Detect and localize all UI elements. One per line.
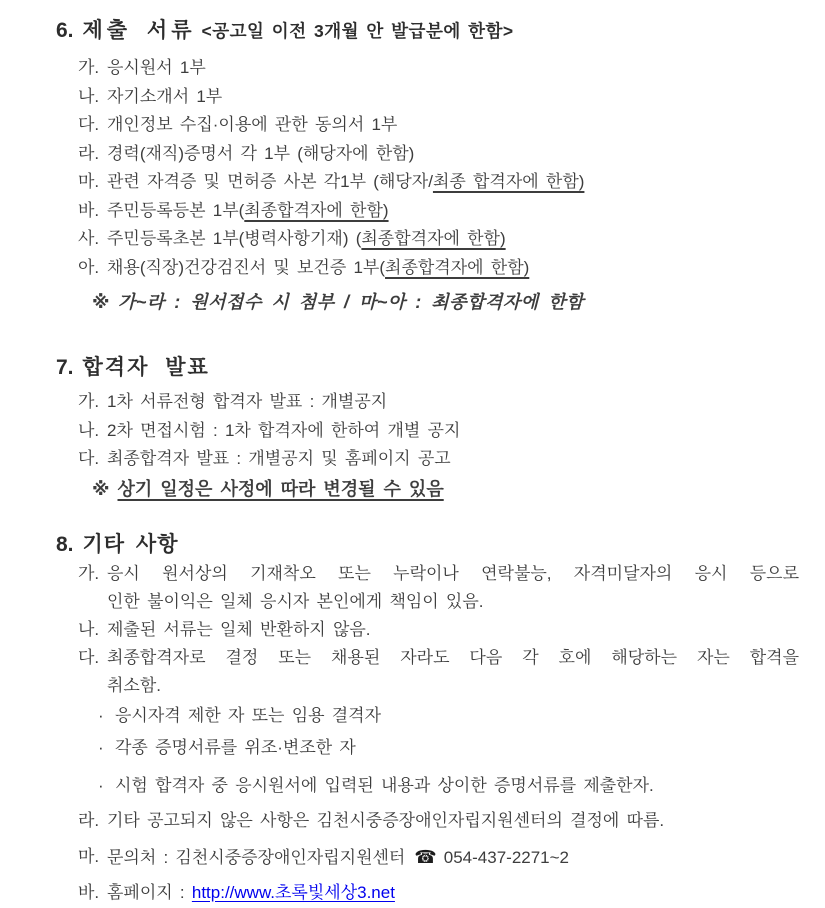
section-title: 기타 사항 bbox=[82, 532, 179, 556]
item-text-part: 채용(직장)건강검진서 및 보건증 1부( bbox=[107, 257, 386, 277]
bullet-item bbox=[56, 772, 799, 800]
item-text bbox=[107, 843, 799, 872]
item-text bbox=[107, 560, 799, 616]
item-label: 마. bbox=[78, 172, 100, 191]
note-text: 상기 일정은 사정에 따라 변경될 수 있음 bbox=[117, 478, 444, 499]
item-text-part: 문의처 : 김천시중증장애인자립지원센터 bbox=[107, 847, 406, 867]
item-text: 최종합격자 발표 : 개별공지 및 홈페이지 공고 bbox=[107, 449, 451, 468]
item-label: 가. bbox=[78, 392, 100, 411]
note-marker: ※ bbox=[92, 292, 110, 312]
section-8-heading bbox=[56, 530, 799, 560]
phone-icon: ☎ bbox=[414, 846, 437, 867]
section-title: 제출 서류 bbox=[82, 19, 196, 42]
item-text: 기타 공고되지 않은 사항은 김천시중증장애인자립지원센터의 결정에 따름. bbox=[107, 810, 665, 830]
section-6-heading bbox=[56, 16, 799, 46]
list-item bbox=[56, 417, 799, 446]
bullet-item bbox=[56, 702, 799, 730]
item-label: 아. bbox=[78, 257, 100, 277]
item-text-line: 최종합격자로 결정 또는 채용된 자라도 다음 각 호에 해당하는 자는 합격을 bbox=[107, 647, 799, 667]
bullet-text: 응시자격 제한 자 또는 임용 결격자 bbox=[115, 705, 382, 725]
item-text bbox=[107, 879, 799, 907]
note-attachment-rule bbox=[56, 287, 799, 317]
item-text-underlined: 최종합격자에 한함) bbox=[361, 229, 506, 248]
section-pass-announcement bbox=[56, 353, 799, 504]
item-text bbox=[107, 254, 799, 283]
list-item bbox=[56, 197, 799, 226]
list-item bbox=[56, 83, 799, 112]
list-item bbox=[56, 616, 799, 644]
item-text-line: 응시 원서상의 기재착오 또는 누락이나 연락불능, 자격미달자의 응시 등으로 bbox=[107, 563, 799, 583]
section-7-items bbox=[56, 388, 799, 474]
list-item bbox=[56, 879, 799, 907]
item-text bbox=[107, 225, 799, 254]
item-label: 라. bbox=[78, 143, 100, 163]
note-text: 가~라 : 원서접수 시 첨부 / 마~아 : 최종합격자에 한함 bbox=[118, 292, 584, 312]
section-6-items bbox=[56, 54, 799, 282]
list-item bbox=[56, 445, 799, 474]
list-item bbox=[56, 54, 799, 83]
item-text bbox=[107, 197, 799, 226]
item-text-line: 취소함. bbox=[107, 675, 161, 695]
section-submission-documents bbox=[56, 16, 799, 317]
list-item bbox=[56, 140, 799, 169]
list-item bbox=[56, 388, 799, 417]
section-other-notes bbox=[56, 530, 799, 907]
list-item bbox=[56, 560, 799, 616]
bullet-marker: · bbox=[98, 705, 104, 725]
item-text: 경력(재직)증명서 각 1부 (해당자에 한함) bbox=[107, 143, 415, 163]
list-item bbox=[56, 168, 799, 197]
bullet-item bbox=[56, 734, 799, 762]
list-item bbox=[56, 225, 799, 254]
bullet-marker: · bbox=[98, 775, 104, 795]
section-8-items bbox=[56, 560, 799, 907]
item-label: 바. bbox=[78, 200, 100, 220]
section-number: 8. bbox=[56, 532, 74, 556]
section-title: 합격자 발표 bbox=[82, 356, 210, 379]
bullet-marker: · bbox=[98, 737, 104, 757]
item-text-line: 인한 불이익은 일체 응시자 본인에게 책임이 있음. bbox=[107, 591, 484, 611]
list-item bbox=[56, 843, 799, 872]
bullet-text: 시험 합격자 중 응시원서에 입력된 내용과 상이한 증명서류를 제출한자. bbox=[115, 775, 654, 795]
note-marker: ※ bbox=[92, 478, 110, 499]
list-item bbox=[56, 807, 799, 835]
bullet-text: 각종 증명서류를 위조·변조한 자 bbox=[115, 737, 356, 757]
item-text-underlined: 최종합격자에 한함) bbox=[385, 257, 530, 277]
list-item bbox=[56, 111, 799, 140]
item-label: 다. bbox=[78, 449, 100, 468]
item-text: 자기소개서 1부 bbox=[107, 86, 223, 106]
list-item bbox=[56, 254, 799, 283]
item-text-part: 주민등록등본 1부( bbox=[107, 200, 245, 220]
item-label: 나. bbox=[78, 420, 100, 440]
item-text: 개인정보 수집·이용에 관한 동의서 1부 bbox=[107, 115, 398, 134]
item-label: 나. bbox=[78, 619, 100, 639]
note-schedule-change bbox=[56, 474, 799, 504]
item-text bbox=[107, 644, 799, 700]
item-text-part: 관련 자격증 및 면허증 사본 각1부 (해당자/ bbox=[107, 172, 433, 191]
item-label: 다. bbox=[78, 115, 100, 134]
item-text: 1차 서류전형 합격자 발표 : 개별공지 bbox=[107, 392, 388, 411]
item-text: 제출된 서류는 일체 반환하지 않음. bbox=[107, 619, 371, 639]
phone-number: 054-437-2271~2 bbox=[443, 847, 570, 867]
homepage-link[interactable]: http://www.초록빛세상3.net bbox=[191, 882, 395, 902]
section-number: 7. bbox=[56, 356, 74, 379]
item-text-underlined: 최종합격자에 한함) bbox=[244, 200, 389, 220]
item-label: 다. bbox=[78, 647, 100, 667]
section-number: 6. bbox=[56, 19, 74, 42]
item-label: 바. bbox=[78, 882, 100, 902]
item-text: 2차 면접시험 : 1차 합격자에 한하여 개별 공지 bbox=[107, 420, 461, 440]
item-label: 마. bbox=[78, 846, 100, 866]
item-label: 라. bbox=[78, 810, 100, 830]
item-label: 나. bbox=[78, 86, 100, 106]
section-title-suffix: <공고일 이전 3개월 안 발급분에 한함> bbox=[201, 21, 514, 41]
item-text-part: 홈페이지 : bbox=[107, 882, 192, 902]
item-label: 가. bbox=[78, 58, 100, 77]
list-item bbox=[56, 644, 799, 700]
item-text-underlined: 최종 합격자에 한함) bbox=[432, 172, 585, 191]
section-7-heading bbox=[56, 353, 799, 383]
item-label: 가. bbox=[78, 563, 100, 583]
item-text-part: 주민등록초본 1부(병력사항기재) ( bbox=[107, 229, 362, 248]
item-text: 응시원서 1부 bbox=[107, 58, 206, 77]
item-label: 사. bbox=[78, 229, 100, 248]
item-text bbox=[107, 168, 799, 197]
